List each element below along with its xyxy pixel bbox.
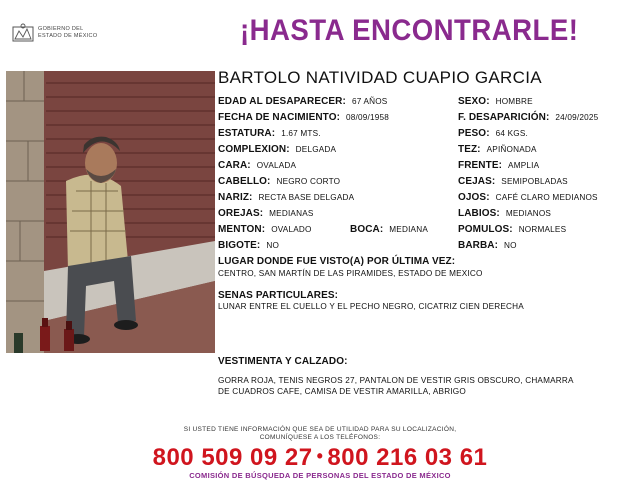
birthdate-label: FECHA DE NACIMIENTO: [218, 112, 340, 123]
face-row [218, 160, 296, 171]
forehead-row [458, 160, 539, 171]
clothing-line1: GORRA ROJA, TENIS NEGROS 27, PANTALON DE VESTIR GRIS OBSCURO, CHAMARRA [218, 376, 574, 385]
mouth-value: MEDIANA [389, 225, 428, 234]
hair-row [218, 176, 340, 187]
headline: ¡HASTA ENCONTRARLE! [240, 14, 579, 47]
nose-label: NARIZ: [218, 192, 253, 203]
birthdate-row [218, 112, 389, 123]
hair-value: NEGRO CORTO [276, 177, 341, 186]
eyes-label: OJOS: [458, 192, 490, 203]
mustache-label: BIGOTE: [218, 240, 261, 251]
height-row [218, 128, 321, 139]
cheekbones-value: NORMALES [518, 225, 567, 234]
weight-row [458, 128, 528, 139]
ears-value: MEDIANAS [269, 209, 314, 218]
build-row [218, 144, 336, 155]
lips-value: MEDIANOS [505, 209, 552, 218]
eyes-row [458, 192, 598, 203]
mustache-row [218, 240, 279, 251]
age-label: EDAD AL DESAPARECER: [218, 96, 346, 107]
chin-value: OVALADO [271, 225, 312, 234]
last-seen-title: LUGAR DONDE FUE VISTO(A) POR ÚLTIMA VEZ: [218, 256, 456, 267]
chin-row [218, 224, 312, 235]
person-photo-illustration [6, 71, 215, 353]
government-logo [12, 22, 122, 44]
mouth-label: BOCA: [350, 224, 384, 235]
marks-title: SENAS PARTICULARES: [218, 290, 339, 301]
eyes-value: CAFÉ CLARO MEDIANOS [495, 193, 598, 202]
phone-separator: • [316, 446, 324, 466]
cheekbones-row [458, 224, 566, 235]
sex-row [458, 96, 533, 107]
eyebrows-value: SEMIPOBLADAS [501, 177, 568, 186]
face-label: CARA: [218, 160, 251, 171]
weight-value: 64 KGS. [495, 129, 528, 138]
weight-label: PESO: [458, 128, 490, 139]
build-label: COMPLEXION: [218, 144, 290, 155]
missing-person-photo [6, 71, 215, 353]
lips-label: LABIOS: [458, 208, 500, 219]
state-emblem-icon [12, 23, 34, 43]
ears-label: OREJAS: [218, 208, 264, 219]
cheekbones-label: POMULOS: [458, 224, 513, 235]
height-label: ESTATURA: [218, 128, 276, 139]
skin-value: APIÑONADA [486, 145, 537, 154]
footer-note-line1: SI USTED TIENE INFORMACIÓN QUE SEA DE UTILIDAD PARA SU LOCALIZACIÓN, [183, 426, 457, 433]
clothing-line2: DE CUADROS CAFE, CAMISA DE VESTIR AMARILLA, ABRIGO [218, 387, 466, 396]
hair-label: CABELLO: [218, 176, 271, 187]
skin-row [458, 144, 537, 155]
sex-value: HOMBRE [495, 97, 533, 106]
logo-line2: ESTADO DE MÉXICO [38, 33, 98, 39]
age-row [218, 96, 387, 107]
forehead-label: FRENTE: [458, 160, 503, 171]
marks-text: LUNAR ENTRE EL CUELLO Y EL PECHO NEGRO, CICATRIZ CIEN DERECHA [218, 302, 524, 311]
face-value: OVALADA [256, 161, 297, 170]
height-value: 1.67 MTS. [281, 129, 321, 138]
commission-name: COMISIÓN DE BÚSQUEDA DE PERSONAS DEL ESTADO DE MÉXICO [189, 471, 451, 480]
beard-value: NO [504, 241, 517, 250]
lips-row [458, 208, 551, 219]
last-seen-text: CENTRO, SAN MARTÍN DE LAS PIRAMIDES, ESTADO DE MEXICO [218, 269, 483, 278]
phone-number-2[interactable]: 800 216 03 61 [327, 444, 488, 471]
beard-row [458, 240, 517, 251]
logo-text [38, 26, 97, 40]
birthdate-value: 08/09/1958 [346, 113, 389, 122]
chin-label: MENTON: [218, 224, 266, 235]
phone-number-1[interactable]: 800 509 09 27 [152, 444, 313, 471]
skin-label: TEZ: [458, 144, 481, 155]
build-value: DELGADA [295, 145, 337, 154]
mouth-row [350, 224, 428, 235]
footer-note-line2: COMUNÍQUESE A LOS TELÉFONOS: [259, 434, 381, 441]
disappearance-date-value: 24/09/2025 [555, 113, 599, 122]
nose-row [218, 192, 354, 203]
eyebrows-row [458, 176, 568, 187]
disappearance-date-label: F. DESAPARICIÓN: [458, 112, 550, 123]
eyebrows-label: CEJAS: [458, 176, 496, 187]
mustache-value: NO [266, 241, 280, 250]
ears-row [218, 208, 314, 219]
nose-value: RECTA BASE DELGADA [258, 193, 355, 202]
disappearance-date-row [458, 112, 598, 123]
forehead-value: AMPLIA [508, 161, 540, 170]
beard-label: BARBA: [458, 240, 499, 251]
clothing-title: VESTIMENTA Y CALZADO: [218, 356, 348, 367]
logo-line1: GOBIERNO DEL [38, 26, 84, 32]
phone-numbers [0, 444, 640, 472]
sex-label: SEXO: [458, 96, 490, 107]
person-name: BARTOLO NATIVIDAD CUAPIO GARCIA [218, 68, 542, 87]
age-value: 67 AÑOS [351, 97, 388, 106]
